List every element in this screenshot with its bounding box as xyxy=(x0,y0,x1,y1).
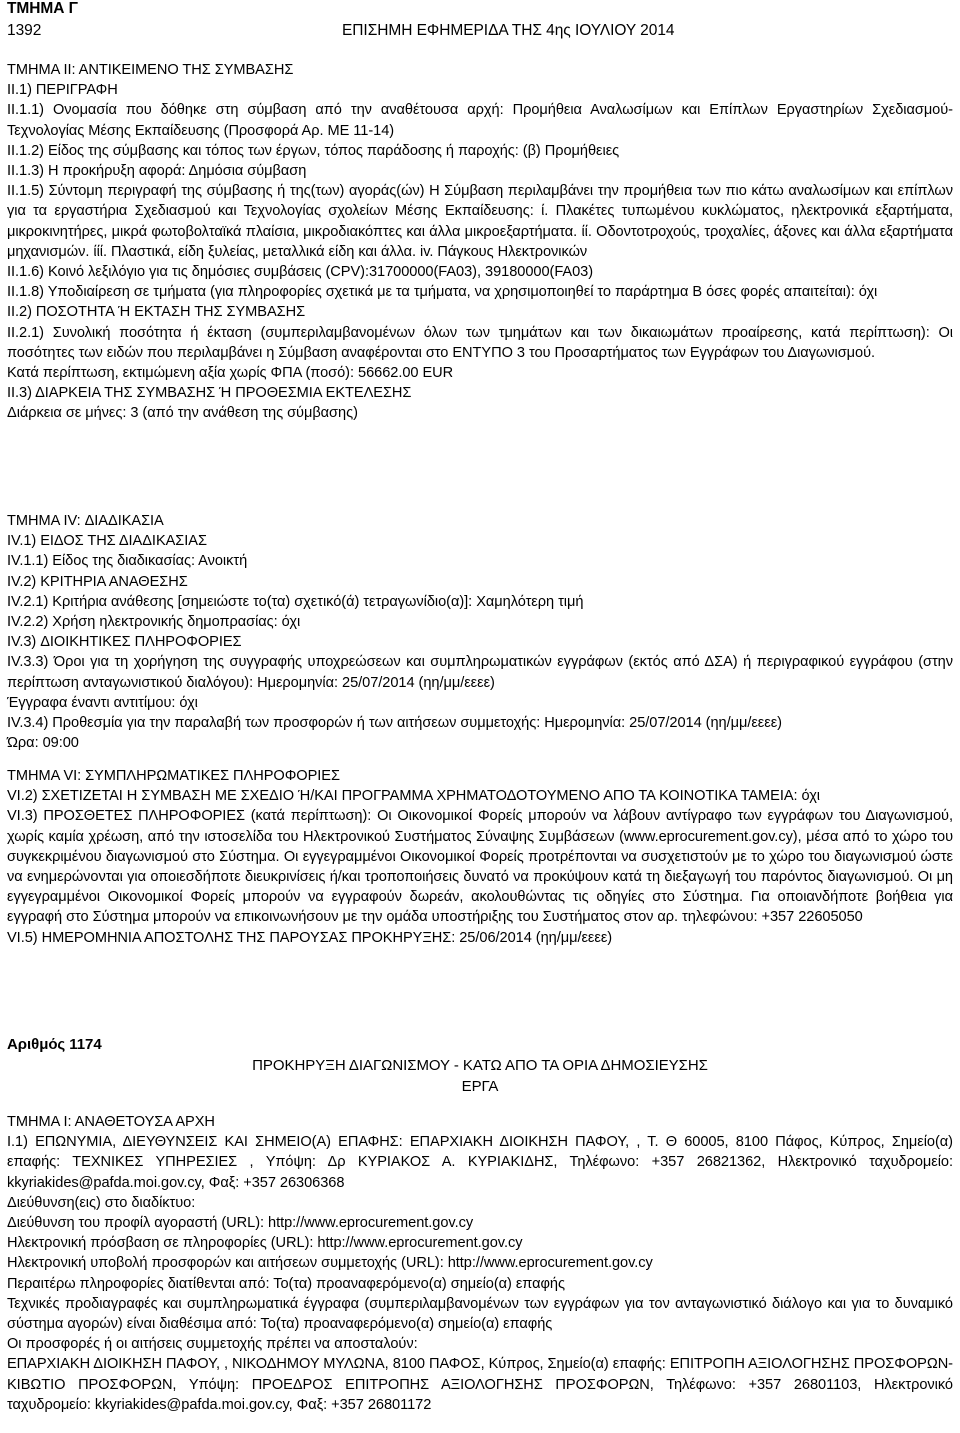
paragraph: Ηλεκτρονική πρόσβαση σε πληροφορίες (URL): http://www.eprocurement.gov.cy xyxy=(7,1235,523,1252)
gazette-section-label: ΤΜΗΜΑ Γ xyxy=(7,0,78,17)
paragraph: Οι προσφορές ή οι αιτήσεις συμμετοχής πρέπει να αποσταλούν: xyxy=(7,1336,418,1353)
section-vi-additional-info xyxy=(7,766,953,948)
paragraph: Διεύθυνση(εις) στο διαδίκτυο: xyxy=(7,1194,196,1211)
paragraph: IV.1.1) Είδος της διαδικασίας: Ανοικτή xyxy=(7,553,248,570)
paragraph: VI.2) ΣΧΕΤΙΖΕΤΑΙ Η ΣΥΜΒΑΣΗ ΜΕ ΣΧΕΔΙΟ Ή/ΚΑΙ ΠΡΟΓΡΑΜΜΑ ΧΡΗΜΑΤΟΔΟΤΟΥΜΕΝΟ ΑΠΟ ΤΑ ΚΟΙΝΟΤΙΚΑ ΤΑΜΕΙΑ: όχι xyxy=(7,788,821,805)
paragraph: ΙΙ.1.2) Είδος της σύμβασης και τόπος των έργων, τόπος παράδοσης ή παροχής: (β) Προμήθειες xyxy=(7,142,620,159)
section-heading: ΤΜΗΜΑ IV: ΔΙΑΔΙΚΑΣΙΑ xyxy=(7,513,164,529)
page-number: 1392 xyxy=(7,22,42,39)
gazette-title: ΕΠΙΣΗΜΗ ΕΦΗΜΕΡΙΔΑ ΤΗΣ 4ης ΙΟΥΛΙΟΥ 2014 xyxy=(342,22,675,39)
paragraph: Διεύθυνση του προφίλ αγοραστή (URL): http://www.eprocurement.gov.cy xyxy=(7,1215,474,1232)
paragraph: ΙΙ.1.1) Ονομασία που δόθηκε στη σύμβαση από την αναθέτουσα αρχή: Προμήθεια Αναλωσίμων και Επίπλων Εργαστηρίων Σχεδιασμού-Τεχνολογίας Μέσης Εκπαίδευσης (Προσφορά Αρ. ΜΕ 11-14) xyxy=(7,102,953,139)
section-heading: ΤΜΗΜΑ Ι: ΑΝΑΘΕΤΟΥΣΑ ΑΡΧΗ xyxy=(7,1114,215,1130)
paragraph: ΕΠΑΡΧΙΑΚΗ ΔΙΟΙΚΗΣΗ ΠΑΦΟΥ, , ΝΙΚΟΔΗΜΟΥ ΜΥΛΩΝΑ, 8100 ΠΑΦΟΣ, Κύπρος, Σημείο(α) επαφής: ΕΠΙΤΡΟΠΗ ΑΞΙΟΛΟΓΗΣΗΣ ΠΡΟΣΦΟΡΩΝ-ΚΙΒΩΤΙΟ ΠΡΟΣΦΟΡΩΝ, Υπόψη: ΠΡΟΕΔΡΟΣ ΕΠΙΤΡΟΠΗΣ ΑΞΙΟΛΟΓΗΣΗΣ ΠΡΟΣΦΟΡΩΝ, Τηλέφωνο: +357 26801103, Ηλεκτρονικό ταχυδρομείο: kkyriakides@pafda.moi.gov.cy, Φαξ: +357 26801172 xyxy=(7,1356,953,1413)
announcement-title-line: ΕΡΓΑ xyxy=(461,1077,499,1095)
subsection-heading: ΙΙ.3) ΔΙΑΡΚΕΙΑ ΤΗΣ ΣΥΜΒΑΣΗΣ Ή ΠΡΟΘΕΣΜΙΑ ΕΚΤΕΛΕΣΗΣ xyxy=(7,385,412,402)
paragraph: Ηλεκτρονική υποβολή προσφορών και αιτήσεων συμμετοχής (URL): http://www.eprocurement.gov.cy xyxy=(7,1255,653,1272)
subsection-heading: IV.3) ΔΙΟΙΚΗΤΙΚΕΣ ΠΛΗΡΟΦΟΡΙΕΣ xyxy=(7,634,242,651)
section-iv-procedure xyxy=(7,511,953,753)
paragraph: Κατά περίπτωση, εκτιμώμενη αξία χωρίς ΦΠΑ (ποσό): 56662.00 EUR xyxy=(7,365,454,382)
subsection-heading: IV.2) ΚΡΙΤΗΡΙΑ ΑΝΑΘΕΣΗΣ xyxy=(7,573,188,590)
paragraph: Έγγραφα έναντι αντιτίμου: όχι xyxy=(7,694,198,711)
paragraph: ΙΙ.1.3) Η προκήρυξη αφορά: Δημόσια σύμβαση xyxy=(7,163,307,180)
subsection-heading: IV.1) ΕΙΔΟΣ ΤΗΣ ΔΙΑΔΙΚΑΣΙΑΣ xyxy=(7,533,207,550)
paragraph: VI.3) ΠΡΟΣΘΕΤΕΣ ΠΛΗΡΟΦΟΡΙΕΣ (κατά περίπτωση): Οι Οικονομικοί Φορείς μπορούν να λάβουν αντίγραφο των εγγράφων του Διαγωνισμού, χωρίς καμία χρέωση, από την ιστοσελίδα του Ηλεκτρονικού Συστήματος Σύναψης Συμβάσεων (www.eprocurement.gov.cy), μέσα από το χώρο του συγκεκριμένου διαγωνισμού στο Σύστημα. Οι εγγεγραμμένοι Οικονομικοί Φορείς προτρέπονται να συσχετιστούν με το χώρο του διαγωνισμού ώστε να ενημερώνονται για οποιεσδήποτε διευκρινίσεις ή/και τροποποιήσεις δυνατό να προκύψουν κατά τη διεξαγωγή του παρόντος διαγωνισμού. Οι μη εγγεγραμμένοι Οικονομικοί Φορείς μπορούν να εγγραφούν δωρεάν, ακολουθώντας τις οδηγίες στο Σύστημα. Για οποιανδήποτε βοήθεια για εγγραφή στο Σύστημα μπορούν να επικοινωνήσουν με την ομάδα υποστήριξης του Συστήματος στον αρ. τηλεφώνου: +357 22605050 xyxy=(7,808,953,926)
paragraph: Περαιτέρω πληροφορίες διατίθενται από: Το(τα) προαναφερόμενο(α) σημείο(α) επαφής xyxy=(7,1275,565,1292)
announcement-number: Αριθμός 1174 xyxy=(7,1036,102,1053)
paragraph: ΙΙ.1.6) Κοινό λεξιλόγιο για τις δημόσιες συμβάσεις (CPV):31700000(FA03), 39180000(FA03) xyxy=(7,264,594,281)
paragraph: IV.3.3) Όροι για τη χορήγηση της συγγραφής υποχρεώσεων και συμπληρωματικών εγγράφων (εκτός από ΔΣΑ) ή περιγραφικού εγγράφου (στην περίπτωση ανταγωνιστικού διαλόγου): Ημερομηνία: 25/07/2014 (ηη/μμ/εεεε) xyxy=(7,654,953,691)
paragraph: IV.2.1) Κριτήρια ανάθεσης [σημειώστε το(τα) σχετικό(ά) τετραγωνίδιο(α)]: Χαμηλότερη τιμή xyxy=(7,593,584,610)
paragraph: IV.3.4) Προθεσμία για την παραλαβή των προσφορών ή των αιτήσεων συμμετοχής: Ημερομηνία: 25/07/2014 (ηη/μμ/εεεε) xyxy=(7,715,782,732)
paragraph: Ώρα: 09:00 xyxy=(7,735,79,752)
section-i-contracting-authority xyxy=(7,1112,953,1415)
subsection-heading: ΙΙ.1) ΠΕΡΙΓΡΑΦΗ xyxy=(7,82,118,99)
section-ii-contract-object xyxy=(7,60,953,424)
paragraph: Διάρκεια σε μήνες: 3 (από την ανάθεση της σύμβασης) xyxy=(7,405,358,422)
announcement-title-line: ΠΡΟΚΗΡΥΞΗ ΔΙΑΓΩΝΙΣΜΟΥ - ΚΑΤΩ ΑΠΟ ΤΑ ΟΡΙΑ ΔΗΜΟΣΙΕΥΣΗΣ xyxy=(252,1057,708,1074)
paragraph: VI.5) ΗΜΕΡΟΜΗΝΙΑ ΑΠΟΣΤΟΛΗΣ ΤΗΣ ΠΑΡΟΥΣΑΣ ΠΡΟΚΗΡΥΞΗΣ: 25/06/2014 (ηη/μμ/εεεε) xyxy=(7,929,613,946)
paragraph: IV.2.2) Χρήση ηλεκτρονικής δημοπρασίας: όχι xyxy=(7,614,301,631)
section-heading: ΤΜΗΜΑ VI: ΣΥΜΠΛΗΡΩΜΑΤΙΚΕΣ ΠΛΗΡΟΦΟΡΙΕΣ xyxy=(7,768,340,784)
section-heading: ΤΜΗΜΑ ΙΙ: ΑΝΤΙΚΕΙΜΕΝΟ ΤΗΣ ΣΥΜΒΑΣΗΣ xyxy=(7,62,294,78)
announcement-title xyxy=(160,1056,800,1097)
paragraph: ΙΙ.1.8) Υποδιαίρεση σε τμήματα (για πληροφορίες σχετικά με τα τμήματα, να χρησιμοποιηθεί το παράρτημα Β όσες φορές απαιτείται): όχι xyxy=(7,284,878,301)
paragraph: ΙΙ.1.5) Σύντομη περιγραφή της σύμβασης ή της(των) αγοράς(ών) Η Σύμβαση περιλαμβάνει την προμήθεια των πιο κάτω αναλωσίμων και επίπλων για τα εργαστήρια Σχεδιασμού και Τεχνολογίας σχολείων Μέσης Εκπαίδευσης: ί. Πλακέτες τυπωμένου κυκλώματος, ηλεκτρονικά εξαρτήματα, μικροκινητήρες, μικρά φωτοβολταϊκά πλαίσια, μικροδιακόπτες και άλλα μικροεξαρτήματα. ίί. Οδοντοτροχούς, τροχαλίες, άξονες και άλλα εξαρτήματα μηχανισμών. ίίί. Πλαστικά, είδη ξυλείας, μεταλλικά είδη και άλλα. iv. Πάγκους Ηλεκτρονικών xyxy=(7,183,953,260)
paragraph: ΙΙ.2.1) Συνολική ποσότητα ή έκταση (συμπεριλαμβανομένων όλων των τμημάτων και των δικαιωμάτων προαίρεσης, κατά περίπτωση): Οι ποσότητες των ειδών που περιλαμβάνει η Σύμβαση αναφέρονται στο ΕΝΤΥΠΟ 3 του Προσαρτήματος των Εγγράφων του Διαγωνισμού. xyxy=(7,324,953,361)
paragraph: Τεχνικές προδιαγραφές και συμπληρωματικά έγγραφα (συμπεριλαμβανομένων των εγγράφων για τον ανταγωνιστικό διάλογο και για το δυναμικό σύστημα αγορών) είναι διαθέσιμα από: Το(τα) προαναφερόμενο(α) σημείο(α) επαφής xyxy=(7,1295,953,1333)
paragraph: Ι.1) ΕΠΩΝΥΜΙΑ, ΔΙΕΥΘΥΝΣΕΙΣ ΚΑΙ ΣΗΜΕΙΟ(Α) ΕΠΑΦΗΣ: ΕΠΑΡΧΙΑΚΗ ΔΙΟΙΚΗΣΗ ΠΑΦΟΥ, , Τ. Θ 60005, 8100 Πάφος, Κύπρος, Σημείο(α) επαφής: ΤΕΧΝΙΚΕΣ ΥΠΗΡΕΣΙΕΣ , Υπόψη: Δρ ΚΥΡΙΑΚΟΣ Α. ΚΥΡΙΑΚΙΔΗΣ, Τηλέφωνο: +357 26821362, Ηλεκτρονικό ταχυδρομείο: kkyriakides@pafda.moi.gov.cy, Φαξ: +357 26306368 xyxy=(7,1134,953,1191)
subsection-heading: ΙΙ.2) ΠΟΣΟΤΗΤΑ Ή ΕΚΤΑΣΗ ΤΗΣ ΣΥΜΒΑΣΗΣ xyxy=(7,304,306,321)
